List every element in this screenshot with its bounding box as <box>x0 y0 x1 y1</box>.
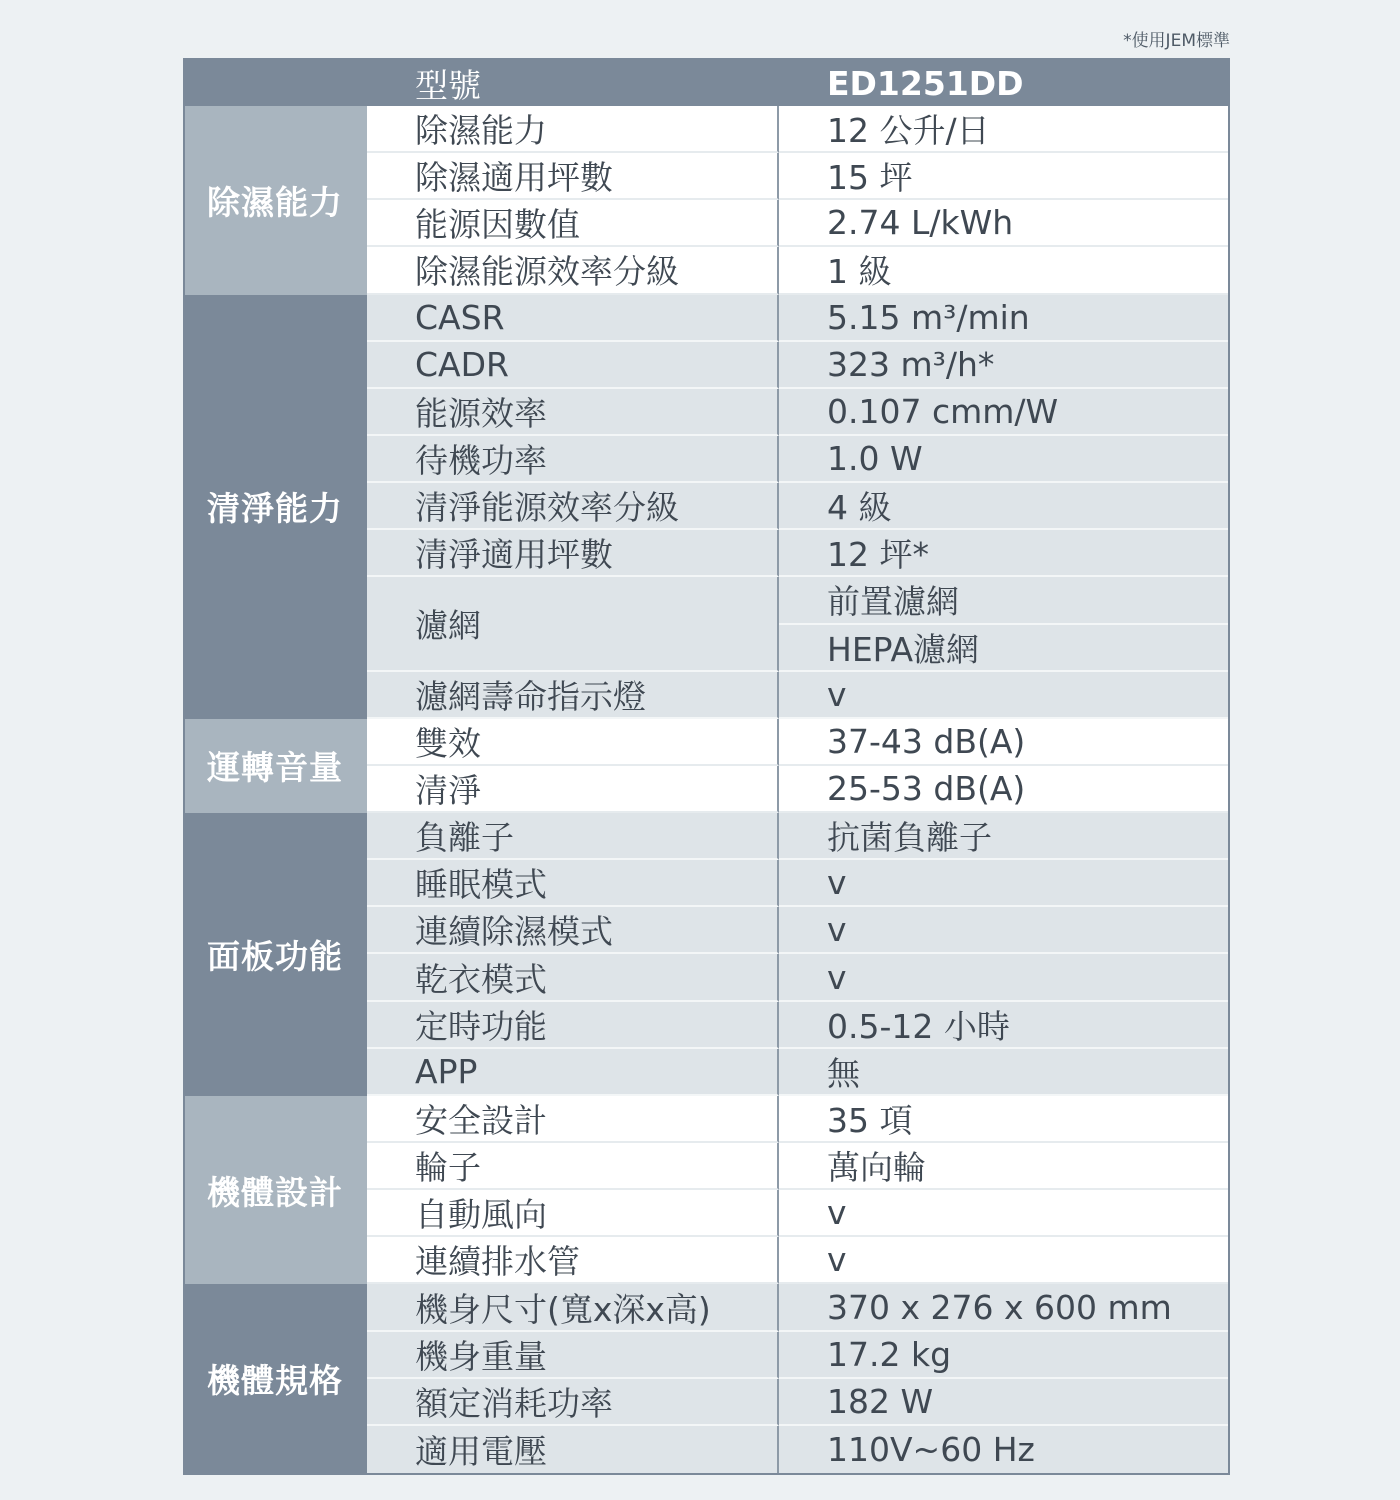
row-label: APP <box>367 1049 779 1096</box>
row-label: 除濕能源效率分級 <box>367 247 779 294</box>
row-value: 17.2 kg <box>779 1332 1228 1379</box>
row-value: v <box>779 954 1228 1001</box>
row-value: v <box>779 860 1228 907</box>
row-label: 安全設計 <box>367 1096 779 1143</box>
row-label: 能源效率 <box>367 389 779 436</box>
header-model-label: 型號 <box>367 60 779 106</box>
category-purify: 清淨能力 <box>185 295 367 719</box>
row-value: 5.15 m³/min <box>779 295 1228 342</box>
row-label: CASR <box>367 295 779 342</box>
row-value: 抗菌負離子 <box>779 813 1228 860</box>
row-value: v <box>779 1190 1228 1237</box>
row-value: 無 <box>779 1049 1228 1096</box>
row-value: 15 坪 <box>779 153 1228 200</box>
row-label: 待機功率 <box>367 436 779 483</box>
row-label: 睡眠模式 <box>367 860 779 907</box>
row-value: 前置濾網 <box>779 577 1228 624</box>
row-label: 清淨 <box>367 766 779 813</box>
category-spec: 機體規格 <box>185 1284 367 1473</box>
row-label: 連續除濕模式 <box>367 907 779 954</box>
row-value: v <box>779 1237 1228 1284</box>
row-value: 0.107 cmm/W <box>779 389 1228 436</box>
row-label: 負離子 <box>367 813 779 860</box>
header-blank-cell <box>185 60 367 106</box>
row-label: 自動風向 <box>367 1190 779 1237</box>
row-value: HEPA濾網 <box>779 625 1228 672</box>
row-value: 4 級 <box>779 483 1228 530</box>
row-label: 輪子 <box>367 1143 779 1190</box>
spec-table <box>183 58 1230 1475</box>
row-label: 清淨適用坪數 <box>367 530 779 577</box>
row-label: 乾衣模式 <box>367 954 779 1001</box>
row-value: 25-53 dB(A) <box>779 766 1228 813</box>
row-label: 機身尺寸(寬x深x高) <box>367 1284 779 1331</box>
row-value: 370 x 276 x 600 mm <box>779 1284 1228 1331</box>
row-value: 12 公升/日 <box>779 106 1228 153</box>
row-label: 額定消耗功率 <box>367 1379 779 1426</box>
row-label: 機身重量 <box>367 1332 779 1379</box>
standard-note: *使用JEM標準 <box>1123 31 1230 51</box>
row-value: 35 項 <box>779 1096 1228 1143</box>
row-value: v <box>779 672 1228 719</box>
row-label: 濾網壽命指示燈 <box>367 672 779 719</box>
row-label: 能源因數值 <box>367 200 779 247</box>
row-label: 清淨能源效率分級 <box>367 483 779 530</box>
row-label: 連續排水管 <box>367 1237 779 1284</box>
row-value: 323 m³/h* <box>779 342 1228 389</box>
row-value: 12 坪* <box>779 530 1228 577</box>
row-label: CADR <box>367 342 779 389</box>
category-dehumidify: 除濕能力 <box>185 106 367 295</box>
row-value: 萬向輪 <box>779 1143 1228 1190</box>
row-label: 適用電壓 <box>367 1426 779 1473</box>
category-panel: 面板功能 <box>185 813 367 1096</box>
row-value: 1.0 W <box>779 436 1228 483</box>
row-value: 182 W <box>779 1379 1228 1426</box>
row-label: 雙效 <box>367 719 779 766</box>
category-noise: 運轉音量 <box>185 719 367 813</box>
row-value: 1 級 <box>779 247 1228 294</box>
row-value: 0.5-12 小時 <box>779 1002 1228 1049</box>
row-label: 除濕能力 <box>367 106 779 153</box>
row-label: 除濕適用坪數 <box>367 153 779 200</box>
row-value: 110V~60 Hz <box>779 1426 1228 1473</box>
header-model-value: ED1251DD <box>779 60 1228 106</box>
row-value: 37-43 dB(A) <box>779 719 1228 766</box>
category-design: 機體設計 <box>185 1096 367 1285</box>
row-value: 2.74 L/kWh <box>779 200 1228 247</box>
row-label: 定時功能 <box>367 1002 779 1049</box>
row-value: v <box>779 907 1228 954</box>
row-label-filter: 濾網 <box>367 577 779 671</box>
